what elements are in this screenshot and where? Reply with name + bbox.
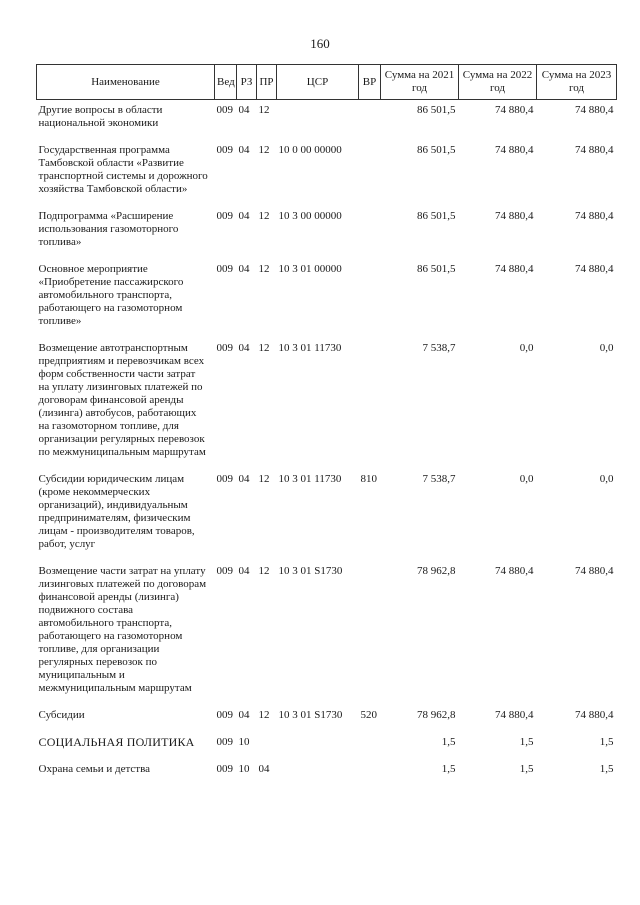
row-rz: 04: [238, 144, 250, 156]
row-ved: 009: [216, 342, 233, 354]
header-ved: Вед: [215, 65, 237, 100]
row-rz: 10: [238, 763, 250, 775]
row-name: Основное мероприятие «Приобретение пассажирского автомобильного транспорта, работающего на газомоторном топливе»: [38, 263, 184, 327]
row-vr: [359, 140, 381, 206]
row-vr: [359, 100, 381, 141]
row-sum-2022: 74 880,4: [495, 144, 534, 156]
row-csr: [277, 100, 359, 141]
row-sum-2021: 78 962,8: [417, 709, 456, 721]
row-name: Возмещение части затрат на уплату лизинговых платежей по договорам финансовой аренды (лизинга) подвижного состава автомобильного транспорта, работающего на газомоторном топливе, для организации регулярных перевозок по муниципальным и межмуниципальным маршрутам: [38, 565, 207, 694]
row-vr: [359, 338, 381, 469]
row-sum-2023: 74 880,4: [575, 210, 614, 222]
row-vr: 520: [360, 709, 377, 721]
row-sum-2023: 74 880,4: [575, 263, 614, 275]
row-sum-2023: 74 880,4: [575, 709, 614, 721]
row-ved: 009: [216, 736, 233, 748]
row-pr: 04: [258, 763, 270, 775]
row-rz: 04: [238, 473, 250, 485]
header-name: Наименование: [37, 65, 215, 100]
row-sum-2021: 86 501,5: [417, 263, 456, 275]
header-sum-2021: Сумма на 2021 год: [381, 65, 459, 100]
row-sum-2022: 74 880,4: [495, 709, 534, 721]
row-ved: 009: [216, 263, 233, 275]
row-pr: 12: [258, 473, 270, 485]
row-ved: 009: [216, 144, 233, 156]
budget-table: [36, 64, 617, 786]
row-sum-2021: 7 538,7: [422, 473, 456, 485]
row-ved: 009: [216, 473, 233, 485]
row-ved: 009: [216, 763, 233, 775]
row-ved: 009: [216, 565, 233, 577]
row-rz: 04: [238, 342, 250, 354]
row-sum-2023: 0,0: [599, 342, 614, 354]
row-ved: 009: [216, 210, 233, 222]
table-row: [37, 140, 617, 206]
row-sum-2023: 74 880,4: [575, 104, 614, 116]
row-rz: 04: [238, 709, 250, 721]
header-sum-2022: Сумма на 2022 год: [459, 65, 537, 100]
row-sum-2022: 1,5: [519, 736, 534, 748]
header-vr: ВР: [359, 65, 381, 100]
row-sum-2021: 86 501,5: [417, 210, 456, 222]
row-vr: [359, 732, 381, 759]
row-sum-2022: 74 880,4: [495, 104, 534, 116]
row-name: Возмещение автотранспортным предприятиям и перевозчикам всех форм собственности части затрат на уплату лизинговых платежей по договорам финансовой аренды (лизинга) автобусов, работающих на газомоторном топливе, для организации регулярных перевозок по межмуниципальным маршрутам: [38, 342, 206, 458]
row-pr: 12: [258, 210, 270, 222]
row-rz: 04: [238, 104, 250, 116]
row-sum-2021: 86 501,5: [417, 144, 456, 156]
row-rz: 04: [238, 210, 250, 222]
row-pr: [257, 732, 277, 759]
row-sum-2022: 74 880,4: [495, 565, 534, 577]
row-sum-2021: 7 538,7: [422, 342, 456, 354]
row-sum-2022: 74 880,4: [495, 210, 534, 222]
table-row: [37, 561, 617, 705]
table-row: [37, 759, 617, 786]
row-name: Охрана семьи и детства: [38, 763, 151, 775]
row-csr: [277, 732, 359, 759]
header-sum-2023: Сумма на 2023 год: [537, 65, 617, 100]
table-row: [37, 338, 617, 469]
row-pr: 12: [258, 565, 270, 577]
row-sum-2023: 1,5: [599, 763, 614, 775]
row-sum-2021: 1,5: [441, 736, 456, 748]
row-sum-2021: 86 501,5: [417, 104, 456, 116]
row-name: СОЦИАЛЬНАЯ ПОЛИТИКА: [38, 735, 195, 749]
row-csr: 10 3 01 S1730: [278, 709, 343, 721]
row-ved: 009: [216, 104, 233, 116]
row-csr: 10 3 01 11730: [278, 473, 342, 485]
row-csr: [277, 759, 359, 786]
row-vr: [359, 206, 381, 259]
row-sum-2022: 1,5: [519, 763, 534, 775]
table-row: [37, 732, 617, 759]
row-pr: 12: [258, 342, 270, 354]
row-name: Подпрограмма «Расширение использования газомоторного топлива»: [38, 210, 179, 248]
header-rz: РЗ: [237, 65, 257, 100]
row-csr: 10 3 01 S1730: [278, 565, 343, 577]
row-name: Субсидии: [38, 709, 85, 721]
table-row: [37, 206, 617, 259]
row-sum-2023: 74 880,4: [575, 144, 614, 156]
table-row: [37, 469, 617, 561]
row-csr: 10 0 00 00000: [278, 144, 342, 156]
row-pr: 12: [258, 144, 270, 156]
row-vr: [359, 259, 381, 338]
row-rz: 04: [238, 263, 250, 275]
row-name: Другие вопросы в области национальной экономики: [38, 104, 163, 129]
row-pr: 12: [258, 263, 270, 275]
row-sum-2022: 0,0: [519, 342, 534, 354]
table-row: [37, 705, 617, 732]
row-rz: 10: [238, 736, 250, 748]
page-number: 160: [310, 36, 330, 51]
row-sum-2022: 74 880,4: [495, 263, 534, 275]
row-vr: [359, 561, 381, 705]
row-sum-2023: 0,0: [599, 473, 614, 485]
header-pr: ПР: [257, 65, 277, 100]
row-sum-2021: 78 962,8: [417, 565, 456, 577]
row-csr: 10 3 01 00000: [278, 263, 342, 275]
row-sum-2023: 1,5: [599, 736, 614, 748]
row-csr: 10 3 01 11730: [278, 342, 342, 354]
row-rz: 04: [238, 565, 250, 577]
row-pr: 12: [258, 709, 270, 721]
table-header-row: [37, 65, 617, 100]
table-row: [37, 100, 617, 141]
row-pr: 12: [258, 104, 270, 116]
row-sum-2023: 74 880,4: [575, 565, 614, 577]
row-name: Субсидии юридическим лицам (кроме некоммерческих организаций), индивидуальным предпринимателям, физическим лицам - производителям товаров, работ, услуг: [38, 473, 195, 550]
header-csr: ЦСР: [277, 65, 359, 100]
row-csr: 10 3 00 00000: [278, 210, 342, 222]
row-vr: 810: [360, 473, 377, 485]
row-vr: [359, 759, 381, 786]
table-row: [37, 259, 617, 338]
row-sum-2021: 1,5: [441, 763, 456, 775]
row-sum-2022: 0,0: [519, 473, 534, 485]
row-ved: 009: [216, 709, 233, 721]
row-name: Государственная программа Тамбовской области «Развитие транспортной системы и дорожного хозяйства Тамбовской области»: [38, 144, 208, 195]
